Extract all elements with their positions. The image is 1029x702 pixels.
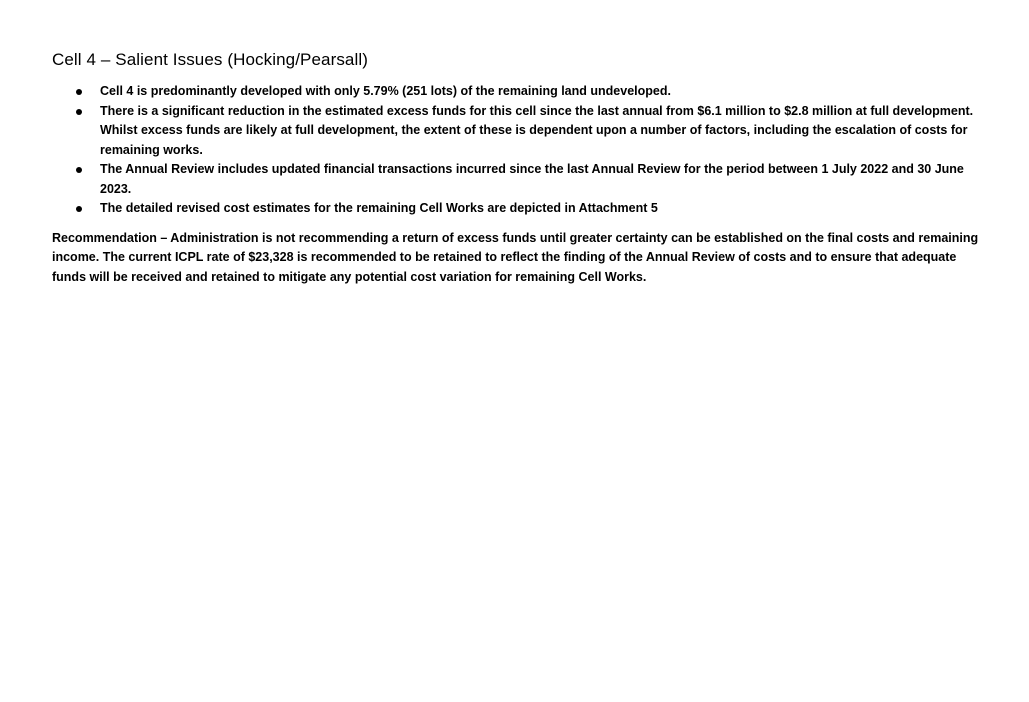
list-item-text: The Annual Review includes updated financial transactions incurred since the last Annual Review for the period between 1 July 2022 and 30 June 2023. [100, 162, 964, 196]
recommendation-paragraph: Recommendation – Administration is not recommending a return of excess funds until greater certainty can be established on the final costs and remaining income. The current ICPL rate of $23,328 is recommended to be retained to reflect the finding of the Annual Review of costs and to ensure that adequate funds will be received and retained to mitigate any potential cost variation for remaining Cell Works. [52, 230, 979, 284]
bullet-icon [76, 89, 82, 95]
list-item-text: Cell 4 is predominantly developed with only 5.79% (251 lots) of the remaining land undeveloped. [100, 84, 671, 98]
list-item-text: There is a significant reduction in the estimated excess funds for this cell since the last annual from $6.1 million to $2.8 million at full development. Whilst excess funds are likely at full development, the extent of these is dependent upon a number of factors, including the escalation of costs for remaining works. [100, 103, 974, 157]
list-item-text: The detailed revised cost estimates for the remaining Cell Works are depicted in Attachment 5 [100, 201, 658, 215]
list-item [52, 199, 987, 219]
bullet-icon [76, 206, 82, 212]
bullet-icon [76, 109, 82, 115]
list-item [52, 102, 987, 161]
list-item [52, 160, 987, 199]
document-page [52, 50, 987, 287]
section-heading: Cell 4 – Salient Issues (Hocking/Pearsall) [52, 50, 369, 69]
list-item [52, 82, 987, 102]
salient-issues-list [52, 82, 987, 219]
bullet-icon [76, 167, 82, 173]
